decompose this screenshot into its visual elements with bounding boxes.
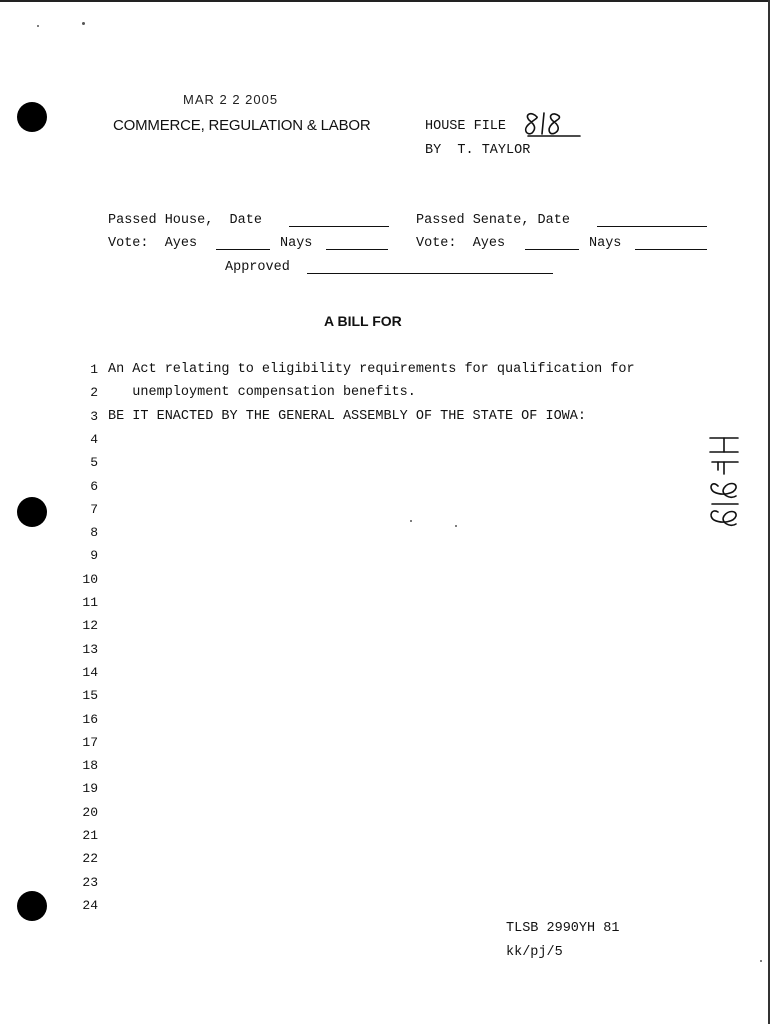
scan-top-edge bbox=[0, 0, 770, 2]
line-number: 1 bbox=[90, 362, 98, 377]
punch-hole-top bbox=[17, 102, 47, 132]
line-text: unemployment compensation benefits. bbox=[108, 385, 416, 400]
line-number: 10 bbox=[82, 572, 98, 587]
scan-speck bbox=[455, 525, 457, 527]
line-text: BE IT ENACTED BY THE GENERAL ASSEMBLY OF THE STATE OF IOWA: bbox=[108, 409, 586, 424]
footer-code: TLSB 2990YH 81 bbox=[506, 921, 620, 936]
passed-house-label: Passed House, Date bbox=[108, 213, 262, 228]
line-number: 20 bbox=[82, 805, 98, 820]
senate-nays-label: Nays bbox=[589, 236, 622, 251]
house-nays-label: Nays bbox=[280, 236, 313, 251]
committee-name: COMMERCE, REGULATION & LABOR bbox=[113, 117, 371, 134]
footer-initials: kk/pj/5 bbox=[506, 945, 563, 960]
line-number: 24 bbox=[82, 898, 98, 913]
line-number: 8 bbox=[90, 525, 98, 540]
house-file-number-handwritten bbox=[520, 108, 582, 138]
scan-speck bbox=[37, 25, 39, 27]
line-number: 2 bbox=[90, 385, 98, 400]
house-ayes-line bbox=[216, 237, 270, 255]
approved-label: Approved bbox=[225, 260, 290, 275]
line-text: An Act relating to eligibility requirements for qualification for bbox=[108, 362, 635, 377]
line-number: 15 bbox=[82, 688, 98, 703]
line-number: 22 bbox=[82, 851, 98, 866]
house-nays-line bbox=[326, 237, 388, 255]
scan-speck bbox=[410, 520, 412, 522]
line-number: 18 bbox=[82, 758, 98, 773]
passed-senate-label: Passed Senate, Date bbox=[416, 213, 570, 228]
line-number: 14 bbox=[82, 665, 98, 680]
senate-vote-ayes-label: Vote: Ayes bbox=[416, 236, 506, 251]
margin-note-handwritten bbox=[700, 430, 748, 530]
senate-nays-line bbox=[635, 237, 707, 255]
line-number: 13 bbox=[82, 642, 98, 657]
received-date-stamp: MAR 2 2 2005 bbox=[183, 92, 279, 107]
punch-hole-middle bbox=[17, 497, 47, 527]
scan-speck bbox=[760, 960, 762, 962]
sponsor: BY T. TAYLOR bbox=[425, 143, 531, 158]
line-number: 11 bbox=[82, 595, 98, 610]
house-file-label: HOUSE FILE bbox=[425, 119, 507, 134]
senate-ayes-line bbox=[525, 237, 579, 255]
line-number: 6 bbox=[90, 479, 98, 494]
line-number: 3 bbox=[90, 409, 98, 424]
approved-line bbox=[307, 261, 553, 279]
punch-hole-bottom bbox=[17, 891, 47, 921]
line-number: 19 bbox=[82, 781, 98, 796]
bill-title: A BILL FOR bbox=[324, 313, 402, 329]
scan-speck bbox=[82, 22, 85, 25]
line-number: 7 bbox=[90, 502, 98, 517]
line-number: 12 bbox=[82, 618, 98, 633]
line-number: 21 bbox=[82, 828, 98, 843]
line-number: 16 bbox=[82, 712, 98, 727]
passed-house-date-line bbox=[289, 214, 389, 232]
line-number: 17 bbox=[82, 735, 98, 750]
line-number: 5 bbox=[90, 455, 98, 470]
line-number: 9 bbox=[90, 548, 98, 563]
line-number: 4 bbox=[90, 432, 98, 447]
line-number: 23 bbox=[82, 875, 98, 890]
passed-senate-date-line bbox=[597, 214, 707, 232]
house-vote-ayes-label: Vote: Ayes bbox=[108, 236, 198, 251]
